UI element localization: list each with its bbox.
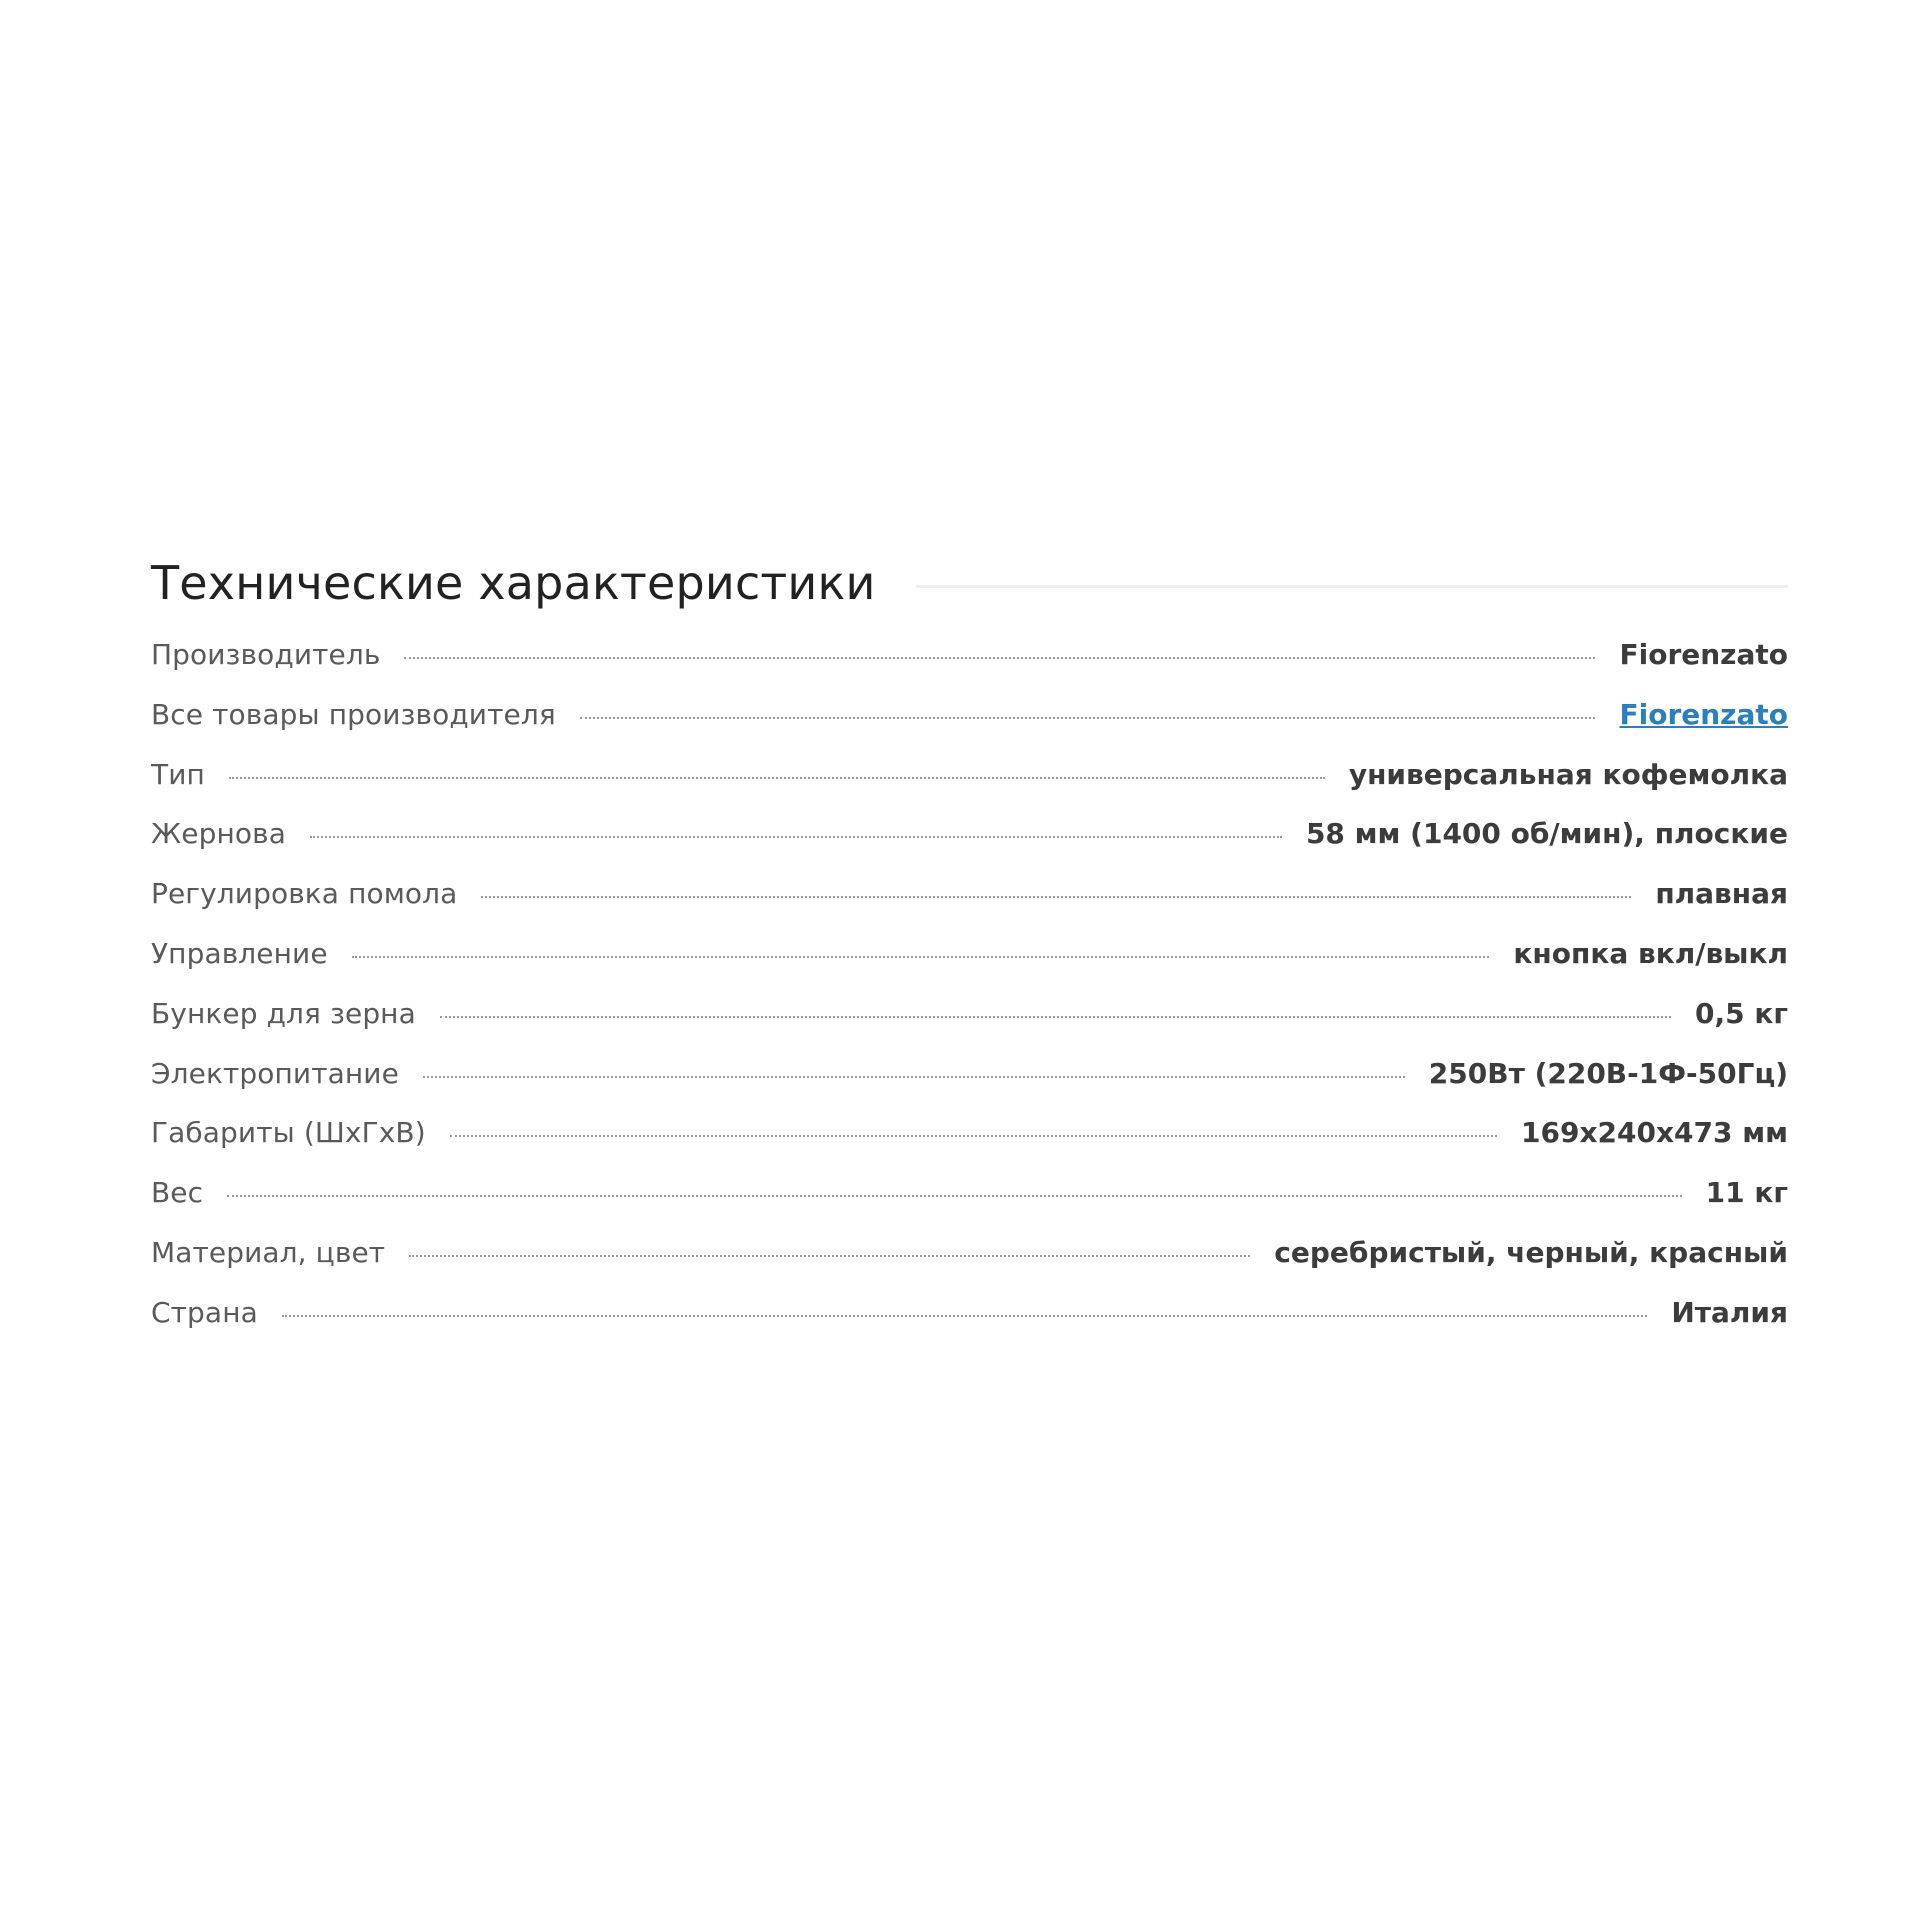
spec-value: плавная [1655,877,1788,911]
spec-value: 58 мм (1400 об/мин), плоские [1305,817,1788,851]
spec-row-grind-adjustment [151,877,1788,937]
section-title: Технические характеристики [151,556,876,610]
spec-label: Габариты (ШхГхВ) [151,1116,426,1150]
header-divider [916,585,1788,588]
dotted-leader [282,1315,1647,1317]
spec-row-dimensions [151,1116,1788,1176]
spec-value: 0,5 кг [1695,996,1788,1030]
spec-row-burrs [151,817,1788,877]
spec-label: Страна [151,1295,258,1329]
spec-label: Производитель [151,638,381,671]
spec-value: кнопка вкл/выкл [1513,936,1788,970]
dotted-leader [310,836,1282,838]
dotted-leader [481,896,1631,898]
dotted-leader [580,717,1596,719]
spec-label: Бункер для зерна [151,996,416,1030]
spec-row-control [151,937,1788,997]
spec-row-weight [151,1176,1788,1236]
spec-row-hopper [151,997,1788,1057]
specs-header [151,550,1788,616]
spec-row-manufacturer [151,638,1788,698]
spec-label: Жернова [151,817,286,851]
spec-label: Управление [151,936,328,970]
spec-value: серебристый, черный, красный [1274,1235,1788,1269]
dotted-leader [227,1195,1682,1197]
spec-label: Регулировка помола [151,877,458,911]
spec-value: 250Вт (220В-1Ф-50Гц) [1428,1056,1788,1090]
spec-label: Все товары производителя [151,697,556,731]
spec-list [151,638,1788,1356]
specs-section [151,550,1788,1356]
spec-label: Тип [151,757,205,791]
dotted-leader [440,1016,1671,1018]
dotted-leader [352,956,1490,958]
spec-row-material-color [151,1236,1788,1296]
spec-label: Вес [151,1176,204,1210]
dotted-leader [229,777,1325,779]
spec-label: Материал, цвет [151,1235,386,1269]
dotted-leader [404,657,1595,659]
dotted-leader [409,1255,1250,1257]
spec-value: 169x240x473 мм [1521,1116,1788,1150]
spec-value: Италия [1671,1295,1788,1329]
manufacturer-link[interactable]: Fiorenzato [1619,697,1788,731]
spec-row-country [151,1296,1788,1356]
spec-value: Fiorenzato [1619,638,1788,671]
spec-label: Электропитание [151,1056,399,1090]
spec-row-power [151,1057,1788,1117]
spec-value: универсальная кофемолка [1348,757,1788,791]
spec-value: 11 кг [1705,1176,1788,1210]
dotted-leader [423,1076,1405,1078]
spec-row-type [151,758,1788,818]
spec-row-all-products [151,698,1788,758]
dotted-leader [450,1135,1497,1137]
